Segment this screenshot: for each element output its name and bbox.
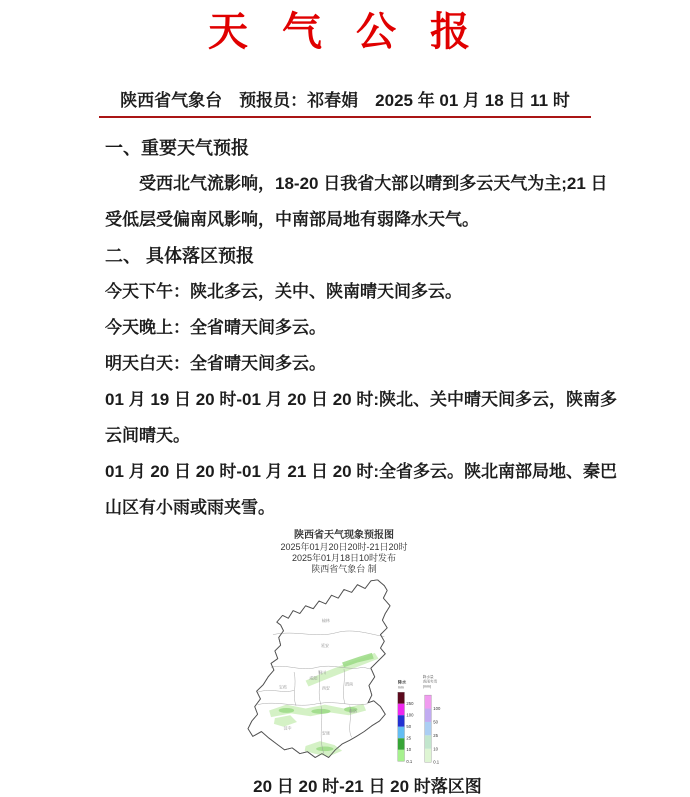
legend-sleet-tick: 10 <box>433 746 438 752</box>
map-valid-period: 2025年01月20日20时-21日20时 <box>280 542 408 552</box>
precip-core-west <box>279 708 294 713</box>
legend-rain-swatch <box>398 750 405 762</box>
legend-sleet-swatch <box>425 709 432 722</box>
precip-core-south <box>316 747 333 752</box>
legend-rain-tick: 10 <box>406 747 412 753</box>
legend-rain-tick: 100 <box>406 712 414 718</box>
legend-rain-swatch <box>398 738 405 750</box>
section2-heading: 二、 具体落区预报 <box>105 246 255 266</box>
bulletin-body <box>105 130 618 526</box>
legend-rain-swatch <box>398 715 405 727</box>
legend-rain <box>398 679 414 764</box>
legend-rain-swatch <box>398 727 405 739</box>
forecast-map-figure <box>222 529 466 769</box>
map-title: 陕西省天气现象预报图 <box>294 530 394 541</box>
legend-rain-swatch <box>398 692 405 704</box>
legend-sleet-title: 降水量 <box>422 674 434 679</box>
city-label: 宝鸡 <box>278 684 287 690</box>
forecast-today-afternoon: 今天下午：陕北多云，关中、陕南晴天间多云。 <box>105 282 462 301</box>
city-label: 延安 <box>320 643 330 649</box>
map-producer: 陕西省气象台 制 <box>311 564 377 574</box>
city-label: 铜川 <box>318 669 327 675</box>
map-issued-time: 2025年01月18日10时发布 <box>291 553 397 563</box>
legend-sleet-tick: 0.1 <box>433 759 440 765</box>
legend-sleet-tick: 25 <box>433 732 438 738</box>
legend-rain-swatch <box>398 704 405 716</box>
legend-sleet-swatch <box>425 695 432 708</box>
legend-sleet-swatch <box>425 722 432 735</box>
city-label: 渭南 <box>344 681 354 687</box>
section1-heading: 一、重要天气预报 <box>105 138 249 158</box>
legend-rain-tick: 25 <box>406 735 412 741</box>
legend-sleet-title: 或雨夹雪 <box>422 679 438 684</box>
forecast-tonight: 今天晚上：全省晴天间多云。 <box>105 318 326 337</box>
map-header <box>222 529 466 575</box>
forecast-19-20: 01 月 19 日 20 时-01 月 20 日 20 时:陕北、关中晴天间多云，陕南多云间晴天。 <box>105 390 618 445</box>
legend-sleet-swatch <box>425 749 432 762</box>
precip-core-mid <box>311 709 330 714</box>
legend-sleet-swatch <box>425 735 432 748</box>
legend-rain-tick: 50 <box>406 724 412 730</box>
legend-rain-unit: mm <box>397 685 404 690</box>
legend-rain-title: 降水 <box>397 679 407 685</box>
legend-sleet-tick: 50 <box>433 719 438 725</box>
legend-rain-tick: 250 <box>406 701 414 707</box>
city-label: 商洛 <box>348 708 357 714</box>
city-label: 汉中 <box>283 725 292 731</box>
city-label: 安康 <box>321 730 330 736</box>
city-label: 咸阳 <box>309 675 318 681</box>
forecast-20-21: 01 月 20 日 20 时-01 月 21 日 20 时:全省多云。陕北南部局地、秦巴山区有小雨或雨夹雪。 <box>105 462 618 517</box>
issuer-line: 陕西省气象台 预报员：祁春娟 2025 年 01 月 18 日 11 时 <box>99 86 591 118</box>
forecast-tomorrow: 明天白天：全省晴天间多云。 <box>105 354 326 373</box>
city-label: 西安 <box>321 685 330 691</box>
legend-sleet-tick: 100 <box>433 705 441 711</box>
legend-sleet <box>423 674 441 765</box>
page-title: 天 气 公 报 <box>208 9 482 54</box>
legend-sleet-unit: (mm) <box>422 684 432 689</box>
map-caption: 20 日 20 时-21 日 20 时落区图 <box>253 777 482 796</box>
city-label: 榆林 <box>321 618 330 624</box>
shaanxi-precip-map <box>222 577 466 769</box>
legend-rain-tick: 0.1 <box>406 758 413 764</box>
section1-paragraph: 受西北气流影响，18-20 日我省大部以晴到多云天气为主;21 日受低层受偏南风影响，中南部局地有弱降水天气。 <box>105 174 608 229</box>
